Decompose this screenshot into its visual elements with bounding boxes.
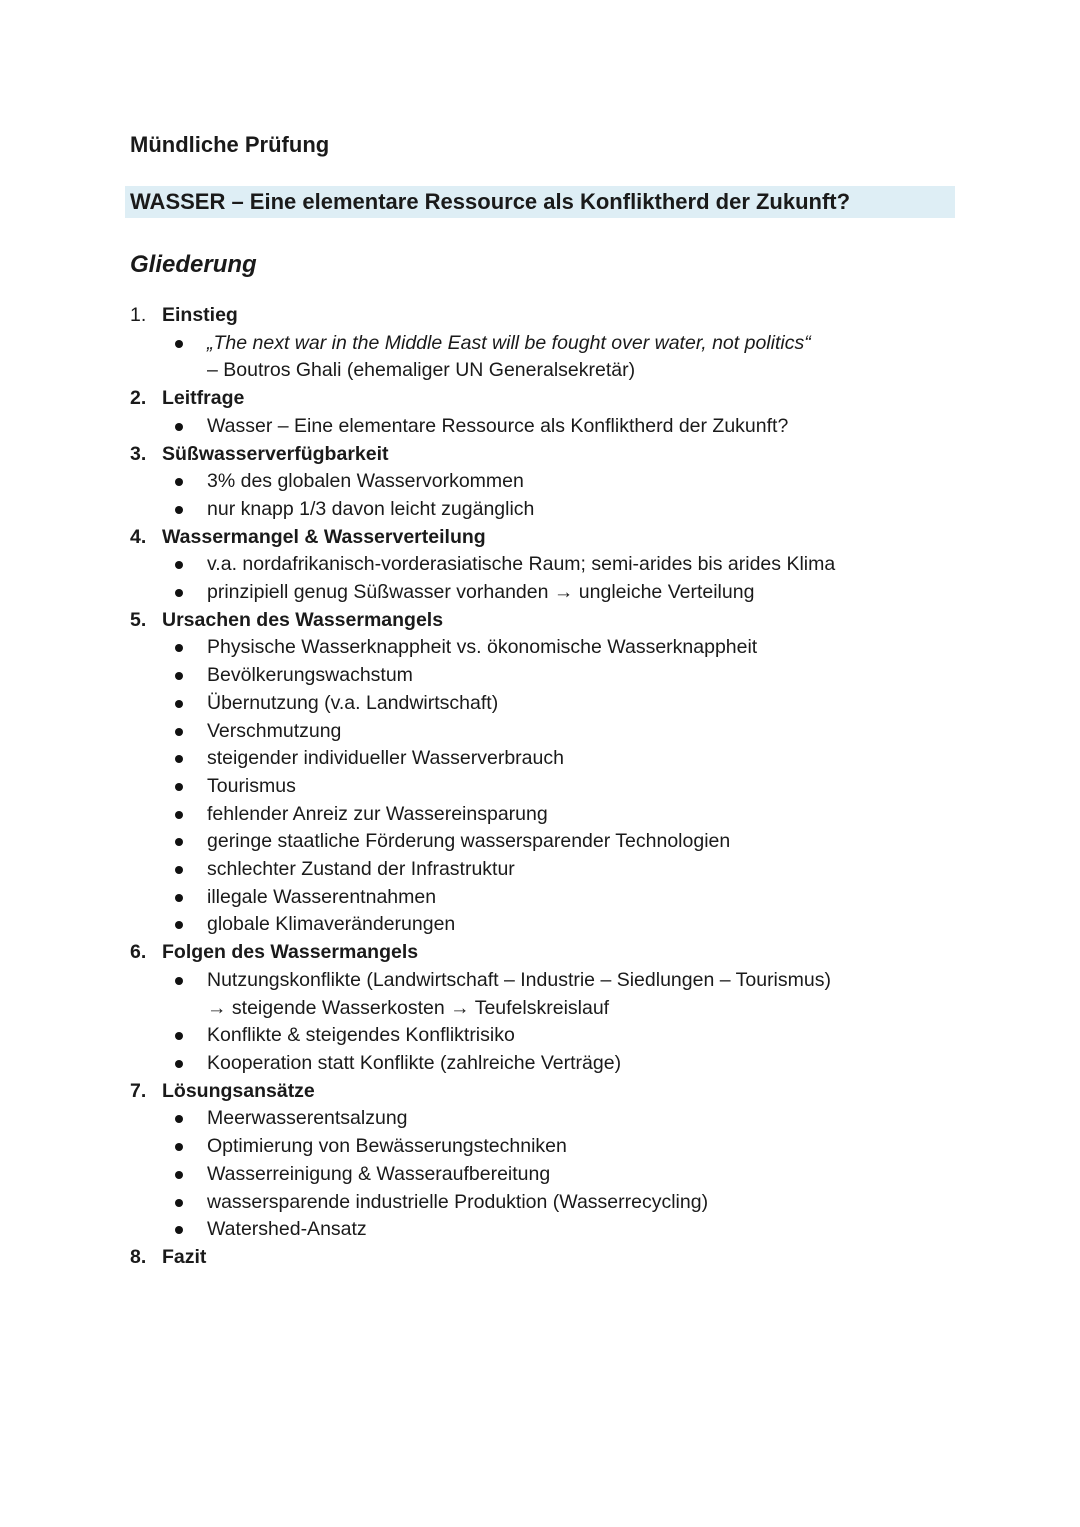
bullet-text: Tourismus bbox=[207, 774, 296, 797]
bullet-dot-icon bbox=[175, 506, 183, 514]
bullet-continuation: → steigende Wasserkosten → Teufelskreislauf bbox=[207, 996, 610, 1019]
bullet-dot-icon bbox=[175, 423, 183, 431]
document-title: WASSER – Eine elementare Ressource als Konfliktherd der Zukunft? bbox=[125, 186, 955, 218]
section-label: Leitfrage bbox=[162, 387, 245, 410]
bullet-item bbox=[130, 496, 1030, 524]
section-label: Lösungsansätze bbox=[162, 1079, 315, 1102]
bullet-text: Bevölkerungswachstum bbox=[207, 664, 413, 687]
outline-section bbox=[130, 441, 1030, 524]
bullet-text: wassersparende industrielle Produktion (Wasserrecycling) bbox=[207, 1190, 709, 1213]
bullet-dot-icon bbox=[175, 672, 183, 680]
bullet-text: schlechter Zustand der Infrastruktur bbox=[207, 858, 515, 881]
bullet-dot-icon bbox=[175, 1143, 183, 1151]
bullet-item bbox=[130, 884, 1030, 912]
section-heading bbox=[130, 441, 1030, 469]
section-label: Fazit bbox=[162, 1245, 207, 1268]
bullet-text: v.a. nordafrikanisch-vorderasiatische Raum; semi-arides bis arides Klima bbox=[207, 553, 836, 576]
bullet-text: illegale Wasserentnahmen bbox=[207, 885, 437, 908]
section-label: Folgen des Wassermangels bbox=[162, 941, 419, 964]
section-heading bbox=[130, 607, 1030, 635]
bullet-dot-icon bbox=[175, 838, 183, 846]
section-heading bbox=[130, 1078, 1030, 1106]
bullet-dot-icon bbox=[175, 921, 183, 929]
bullet-item bbox=[130, 468, 1030, 496]
bullet-item bbox=[130, 1050, 1030, 1078]
section-label: Einstieg bbox=[162, 304, 238, 326]
bullet-item bbox=[130, 662, 1030, 690]
bullet-item bbox=[130, 911, 1030, 939]
bullet-text: fehlender Anreiz zur Wassereinsparung bbox=[207, 802, 548, 825]
bullet-text: „The next war in the Middle East will be fought over water, not politics“ bbox=[207, 331, 811, 354]
section-heading bbox=[130, 302, 1030, 330]
bullet-item bbox=[130, 773, 1030, 801]
bullet-item bbox=[130, 1189, 1030, 1217]
bullet-list bbox=[130, 413, 1030, 441]
bullet-dot-icon bbox=[175, 1199, 183, 1207]
section-number: 2. bbox=[130, 387, 147, 410]
bullet-item bbox=[130, 690, 1030, 718]
outline-section bbox=[130, 939, 1030, 1078]
bullet-dot-icon bbox=[175, 1115, 183, 1123]
bullet-item bbox=[130, 413, 1030, 441]
bullet-text: Kooperation statt Konflikte (zahlreiche Verträge) bbox=[207, 1051, 622, 1074]
bullet-dot-icon bbox=[175, 1171, 183, 1179]
section-heading bbox=[130, 524, 1030, 552]
bullet-dot-icon bbox=[175, 644, 183, 652]
bullet-dot-icon bbox=[175, 811, 183, 819]
bullet-item bbox=[130, 634, 1030, 662]
bullet-list bbox=[130, 967, 1030, 1078]
bullet-item bbox=[130, 1022, 1030, 1050]
bullet-item bbox=[130, 1133, 1030, 1161]
outline-section bbox=[130, 1078, 1030, 1244]
outline-section bbox=[130, 302, 1030, 385]
outline-list bbox=[130, 302, 1030, 1272]
bullet-text: Wasser – Eine elementare Ressource als Konfliktherd der Zukunft? bbox=[207, 414, 789, 437]
bullet-item bbox=[130, 1105, 1030, 1133]
bullet-item bbox=[130, 856, 1030, 884]
bullet-list bbox=[130, 551, 1030, 606]
section-number: 7. bbox=[130, 1079, 147, 1102]
bullet-item bbox=[130, 745, 1030, 773]
bullet-item bbox=[130, 579, 1030, 607]
document-heading: Mündliche Prüfung bbox=[130, 132, 330, 157]
bullet-list bbox=[130, 330, 1030, 385]
bullet-text: prinzipiell genug Süßwasser vorhanden → ungleiche Verteilung bbox=[207, 581, 755, 604]
bullet-dot-icon bbox=[175, 866, 183, 874]
bullet-item bbox=[130, 330, 1030, 385]
section-label: Ursachen des Wassermangels bbox=[162, 608, 444, 631]
bullet-text: Verschmutzung bbox=[207, 719, 342, 742]
section-number: 3. bbox=[130, 442, 147, 465]
bullet-item bbox=[130, 801, 1030, 829]
bullet-text: Wasserreinigung & Wasseraufbereitung bbox=[207, 1162, 551, 1185]
bullet-dot-icon bbox=[175, 783, 183, 791]
bullet-dot-icon bbox=[175, 340, 183, 348]
section-number: 6. bbox=[130, 941, 147, 964]
section-heading bbox=[130, 939, 1030, 967]
bullet-dot-icon bbox=[175, 977, 183, 985]
outline-section bbox=[130, 607, 1030, 939]
bullet-dot-icon bbox=[175, 561, 183, 569]
section-number: 5. bbox=[130, 608, 147, 631]
bullet-text: Übernutzung (v.a. Landwirtschaft) bbox=[207, 691, 499, 714]
bullet-list bbox=[130, 634, 1030, 939]
bullet-item bbox=[130, 967, 1030, 1022]
bullet-text: globale Klimaveränderungen bbox=[207, 913, 456, 936]
bullet-item bbox=[130, 551, 1030, 579]
outline-section bbox=[130, 385, 1030, 440]
bullet-text: Physische Wasserknappheit vs. ökonomische Wasserknappheit bbox=[207, 636, 758, 659]
bullet-text: Konflikte & steigendes Konfliktrisiko bbox=[207, 1024, 515, 1047]
bullet-dot-icon bbox=[175, 1226, 183, 1234]
bullet-text: steigender individueller Wasserverbrauch bbox=[207, 747, 564, 770]
section-number: 8. bbox=[130, 1245, 147, 1268]
section-number: 1. bbox=[130, 304, 147, 326]
bullet-text: Watershed-Ansatz bbox=[207, 1218, 367, 1241]
section-label: Wassermangel & Wasserverteilung bbox=[162, 525, 486, 548]
bullet-item bbox=[130, 1161, 1030, 1189]
bullet-dot-icon bbox=[175, 755, 183, 763]
bullet-text: nur knapp 1/3 davon leicht zugänglich bbox=[207, 497, 535, 520]
bullet-text: Meerwasserentsalzung bbox=[207, 1107, 408, 1130]
bullet-item bbox=[130, 828, 1030, 856]
section-number: 4. bbox=[130, 525, 147, 548]
bullet-text: Nutzungskonflikte (Landwirtschaft – Industrie – Siedlungen – Tourismus) bbox=[207, 968, 831, 991]
bullet-list bbox=[130, 1105, 1030, 1244]
bullet-item bbox=[130, 718, 1030, 746]
bullet-dot-icon bbox=[175, 1032, 183, 1040]
bullet-text: Optimierung von Bewässerungstechniken bbox=[207, 1135, 567, 1158]
bullet-continuation: – Boutros Ghali (ehemaliger UN Generalsekretär) bbox=[207, 359, 636, 382]
bullet-item bbox=[130, 1216, 1030, 1244]
outline-section bbox=[130, 524, 1030, 607]
bullet-dot-icon bbox=[175, 700, 183, 708]
bullet-list bbox=[130, 468, 1030, 523]
bullet-dot-icon bbox=[175, 894, 183, 902]
bullet-dot-icon bbox=[175, 728, 183, 736]
section-heading bbox=[130, 1244, 1030, 1272]
bullet-dot-icon bbox=[175, 1060, 183, 1068]
section-label: Süßwasserverfügbarkeit bbox=[162, 442, 389, 465]
section-heading bbox=[130, 385, 1030, 413]
bullet-text: 3% des globalen Wasservorkommen bbox=[207, 470, 524, 493]
outline-section bbox=[130, 1244, 1030, 1272]
bullet-dot-icon bbox=[175, 589, 183, 597]
bullet-text: geringe staatliche Förderung wassersparender Technologien bbox=[207, 830, 731, 853]
bullet-dot-icon bbox=[175, 478, 183, 486]
outline-subtitle: Gliederung bbox=[130, 251, 257, 278]
